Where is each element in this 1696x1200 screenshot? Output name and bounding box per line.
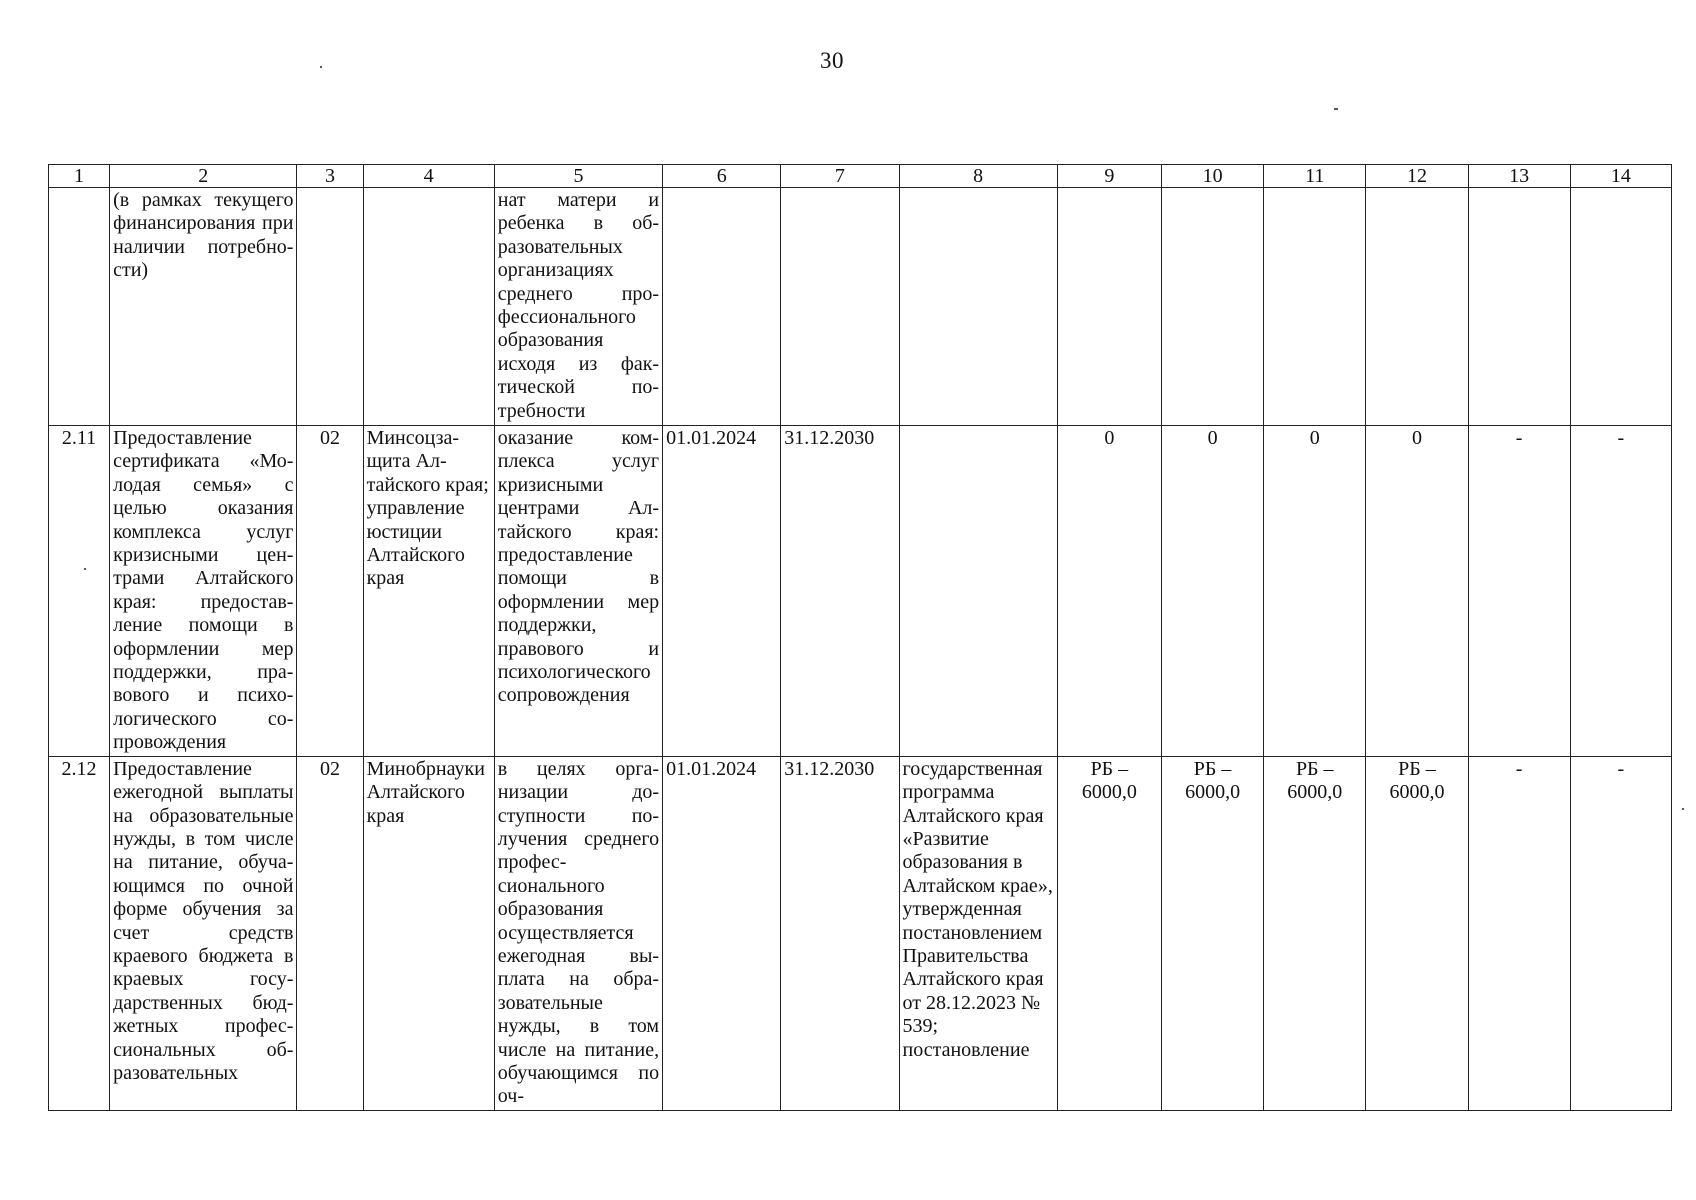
cell-code: 02: [297, 426, 363, 757]
cell-measure-name: Предоставление ежегодной выплаты на образовательные нужды, в том числе на питание, обучающимся по очной форме обучения за счет средств краевого бюджета в краевых государственных бюджетных профессиональных образовательных: [110, 756, 297, 1110]
header-col-14: 14: [1570, 165, 1671, 188]
cell-start-date: 01.01.2024: [663, 756, 781, 1110]
header-col-10: 10: [1161, 165, 1263, 188]
cell-col-14: -: [1570, 426, 1671, 757]
cell-code: [297, 188, 363, 426]
table-row-continuation: [49, 188, 1672, 426]
header-col-4: 4: [363, 165, 494, 188]
cell-document: [899, 188, 1057, 426]
cell-col-9: 0: [1057, 426, 1161, 757]
cell-number: 2.11: [49, 426, 110, 757]
page-number: 30: [820, 48, 844, 73]
cell-col-9: РБ – 6000,0: [1057, 756, 1161, 1110]
header-col-6: 6: [663, 165, 781, 188]
cell-col-14: -: [1570, 756, 1671, 1110]
cell-col-13: [1468, 188, 1570, 426]
cell-col-10: 0: [1161, 426, 1263, 757]
cell-measure-name: (в рамках текущего финансирования при наличии потребности): [110, 188, 297, 426]
cell-code: 02: [297, 756, 363, 1110]
cell-col-12: 0: [1366, 426, 1468, 757]
cell-document: [899, 426, 1057, 757]
cell-number: [49, 188, 110, 426]
header-col-1: 1: [49, 165, 110, 188]
cell-executor: Минсоцзащита Алтайского края; управление юстиции Алтайского края: [363, 426, 494, 757]
cell-col-11: 0: [1264, 426, 1366, 757]
cell-col-12: [1366, 188, 1468, 426]
header-col-5: 5: [494, 165, 662, 188]
header-col-11: 11: [1264, 165, 1366, 188]
header-col-7: 7: [781, 165, 899, 188]
header-col-12: 12: [1366, 165, 1468, 188]
table-row-2-11: [49, 426, 1672, 757]
program-measures-table: [48, 164, 1672, 1111]
cell-document: государственная программа Алтайского края «Развитие образования в Алтайском крае», утвержденная постановлением Правительства Алтайского края от 28.12.2023 № 539; постановление: [899, 756, 1057, 1110]
cell-col-12: РБ – 6000,0: [1366, 756, 1468, 1110]
cell-start-date: 01.01.2024: [663, 426, 781, 757]
cell-start-date: [663, 188, 781, 426]
cell-measure-name: Предоставление сертификата «Молодая семья» с целью оказания комплекса услуг кризисными центрами Алтайского края: предоставление помощи в оформлении мер поддержки, правового и психологического сопровождения: [110, 426, 297, 757]
cell-col-14: [1570, 188, 1671, 426]
cell-col-11: РБ – 6000,0: [1264, 756, 1366, 1110]
cell-number: 2.12: [49, 756, 110, 1110]
table-row-2-12: [49, 756, 1672, 1110]
column-number-header-row: [49, 165, 1672, 188]
cell-col-11: [1264, 188, 1366, 426]
cell-col-10: РБ – 6000,0: [1161, 756, 1263, 1110]
cell-col-13: -: [1468, 426, 1570, 757]
header-col-3: 3: [297, 165, 363, 188]
cell-executor: [363, 188, 494, 426]
cell-end-date: 31.12.2030: [781, 426, 899, 757]
header-col-8: 8: [899, 165, 1057, 188]
header-col-2: 2: [110, 165, 297, 188]
header-col-13: 13: [1468, 165, 1570, 188]
cell-end-date: 31.12.2030: [781, 756, 899, 1110]
cell-expected-result: в целях организации доступности получения среднего профессионального образования осуществляется ежегодная выплата на образовательные нужды, в том числе на питание, обучающимся по оч-: [494, 756, 662, 1110]
cell-col-9: [1057, 188, 1161, 426]
cell-expected-result: оказание комплекса услуг кризисными центрами Алтайского края: предоставление помощи в оформлении мер поддержки, правового и психологического сопровождения: [494, 426, 662, 757]
header-col-9: 9: [1057, 165, 1161, 188]
cell-col-10: [1161, 188, 1263, 426]
cell-expected-result: нат матери и ребенка в образовательных организациях среднего профессионального образования исходя из фактической потребности: [494, 188, 662, 426]
cell-end-date: [781, 188, 899, 426]
cell-col-13: -: [1468, 756, 1570, 1110]
cell-executor: Минобрнауки Алтайского края: [363, 756, 494, 1110]
